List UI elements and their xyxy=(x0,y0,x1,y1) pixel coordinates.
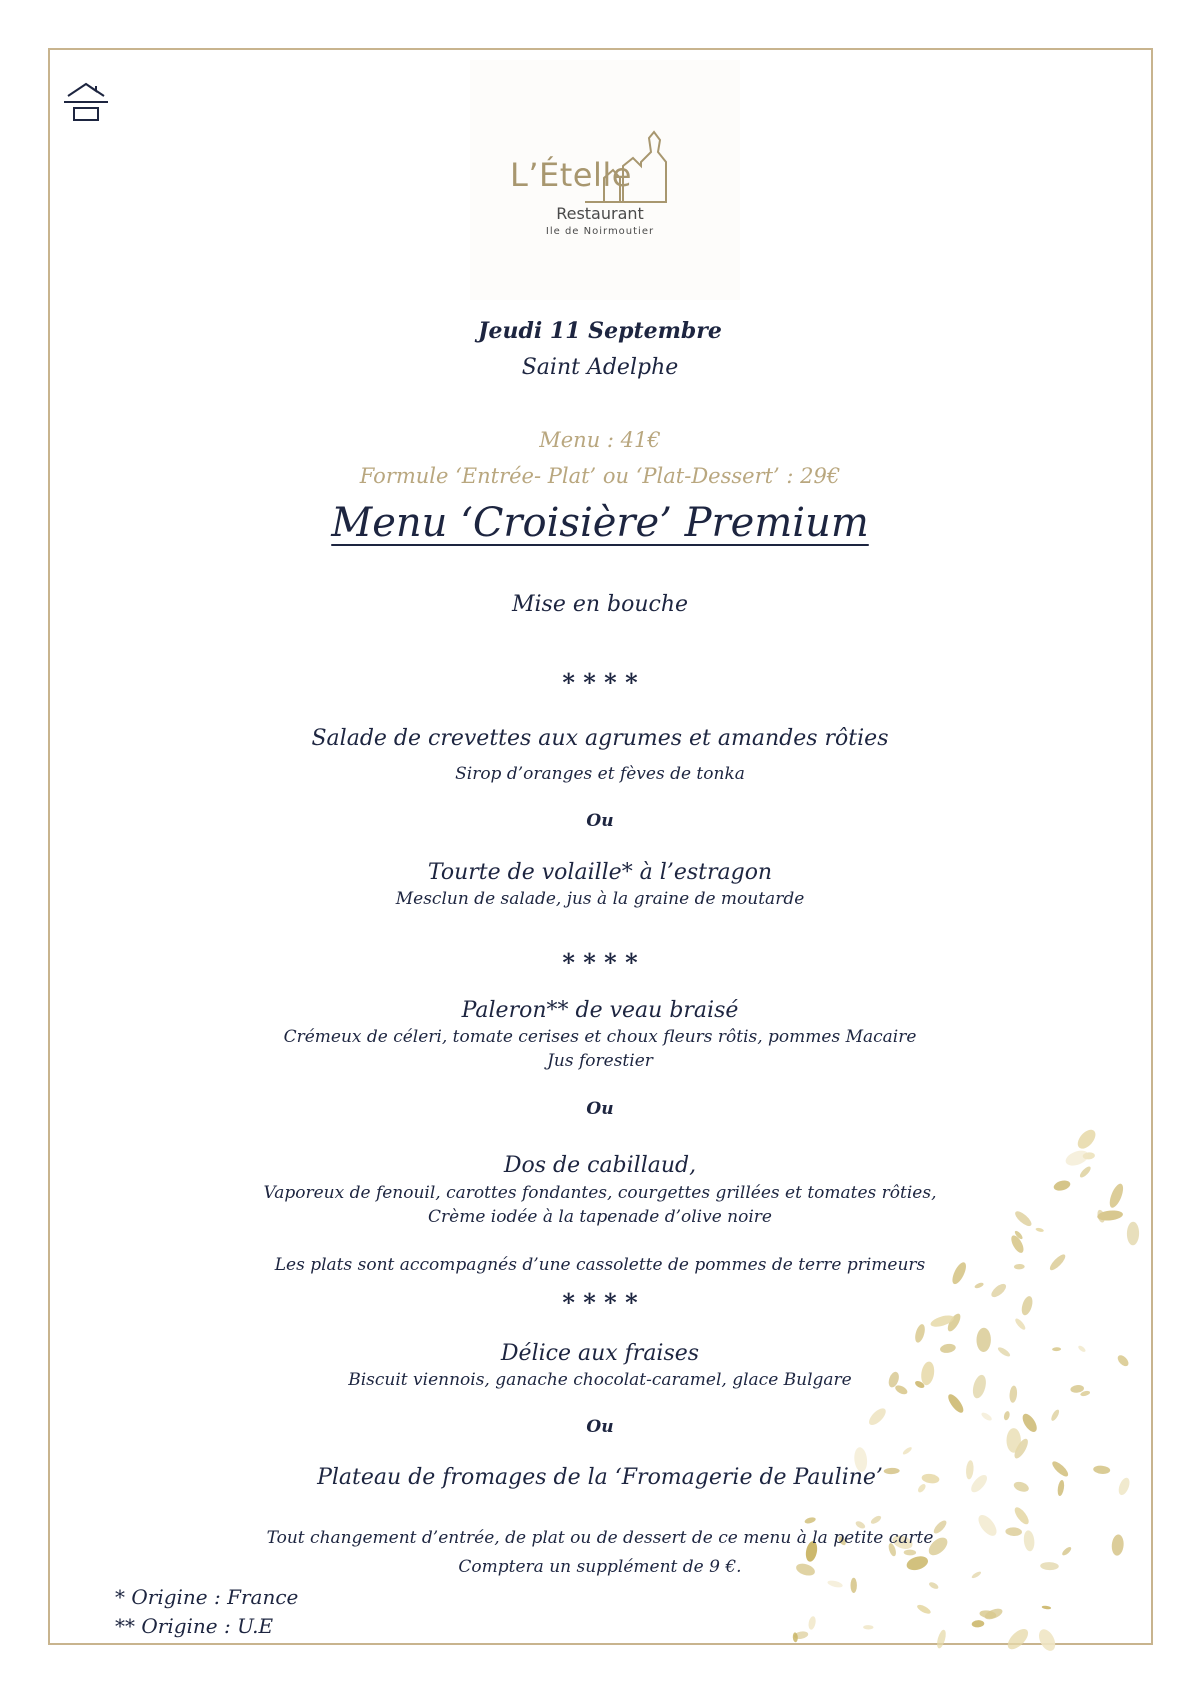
starter-2-name: Tourte de volaille* à l’estragon xyxy=(427,860,773,885)
separator-1: * * * * xyxy=(562,668,638,697)
price-formula: Formule ‘Entrée- Plat’ ou ‘Plat-Dessert’ : 29€ xyxy=(359,464,841,488)
dessert-1-desc: Biscuit viennois, ganache chocolat-caramel, glace Bulgare xyxy=(348,1370,852,1390)
gold-leaf xyxy=(1042,1605,1052,1610)
gold-leaf xyxy=(1014,1317,1027,1331)
gold-leaf xyxy=(916,1603,932,1615)
menu-title: Menu ‘Croisière’ Premium xyxy=(331,500,869,546)
gold-leaf xyxy=(1036,1627,1059,1654)
separator-2: * * * * xyxy=(562,948,638,977)
gold-leaf xyxy=(863,1625,873,1630)
main-2-name: Dos de cabillaud, xyxy=(503,1153,697,1178)
sides-note: Les plats sont accompagnés d’une cassolette de pommes de terre primeurs xyxy=(274,1255,926,1275)
house-icon xyxy=(64,82,108,122)
gold-leaf xyxy=(1004,1625,1031,1652)
gold-leaf xyxy=(902,1446,913,1456)
gold-leaf xyxy=(870,1514,883,1525)
gold-leaf xyxy=(1012,1505,1031,1526)
change-note-2: Comptera un supplément de 9 €. xyxy=(458,1557,742,1577)
gold-leaf xyxy=(804,1516,816,1524)
dessert-1-name: Délice aux fraises xyxy=(500,1341,700,1366)
gold-leaf xyxy=(807,1616,816,1631)
main-1-desc-2: Jus forestier xyxy=(547,1051,653,1071)
or-2: Ou xyxy=(586,1099,614,1119)
price-menu: Menu : 41€ xyxy=(539,428,661,452)
gold-leaf xyxy=(1074,1126,1099,1151)
gold-leaf xyxy=(904,1549,916,1555)
main-2-desc-1: Vaporeux de fenouil, carottes fondantes, courgettes grillées et tomates rôties, xyxy=(263,1183,937,1203)
separator-3: * * * * xyxy=(562,1288,638,1317)
menu-saint: Saint Adelphe xyxy=(521,355,679,380)
logo-name: L’Ételle xyxy=(510,156,632,194)
main-1-desc-1: Crémeux de céleri, tomate cerises et choux fleurs rôtis, pommes Macaire xyxy=(283,1027,917,1047)
or-3: Ou xyxy=(586,1417,614,1437)
gold-leaf xyxy=(946,1392,966,1415)
gold-leaf xyxy=(827,1579,844,1588)
or-1: Ou xyxy=(586,811,614,831)
menu-date: Jeudi 11 Septembre xyxy=(478,318,722,344)
gold-leaf xyxy=(851,1578,857,1593)
logo-type: Restaurant xyxy=(556,204,644,223)
logo-location: Ile de Noirmoutier xyxy=(545,226,655,237)
amuse-bouche: Mise en bouche xyxy=(511,592,689,617)
gold-leaf xyxy=(971,1620,984,1628)
starter-2-desc: Mesclun de salade, jus à la graine de moutarde xyxy=(395,889,805,909)
origin-note-2: ** Origine : U.E xyxy=(115,1614,274,1638)
gold-leaf xyxy=(1035,1227,1044,1233)
starter-1-name: Salade de crevettes aux agrumes et amandes rôties xyxy=(311,726,889,751)
main-2-desc-2: Crème iodée à la tapenade d’olive noire xyxy=(428,1207,772,1227)
gold-leaf xyxy=(928,1581,939,1590)
change-note-1: Tout changement d’entrée, de plat ou de dessert de ce menu à la petite carte xyxy=(266,1528,934,1548)
starter-1-desc: Sirop d’oranges et fèves de tonka xyxy=(455,764,745,784)
gold-leaf xyxy=(935,1629,947,1649)
main-1-name: Paleron** de veau braisé xyxy=(461,998,739,1023)
dessert-2-name: Plateau de fromages de la ‘Fromagerie de Pauline’ xyxy=(317,1465,883,1490)
origin-note-1: * Origine : France xyxy=(115,1585,299,1609)
